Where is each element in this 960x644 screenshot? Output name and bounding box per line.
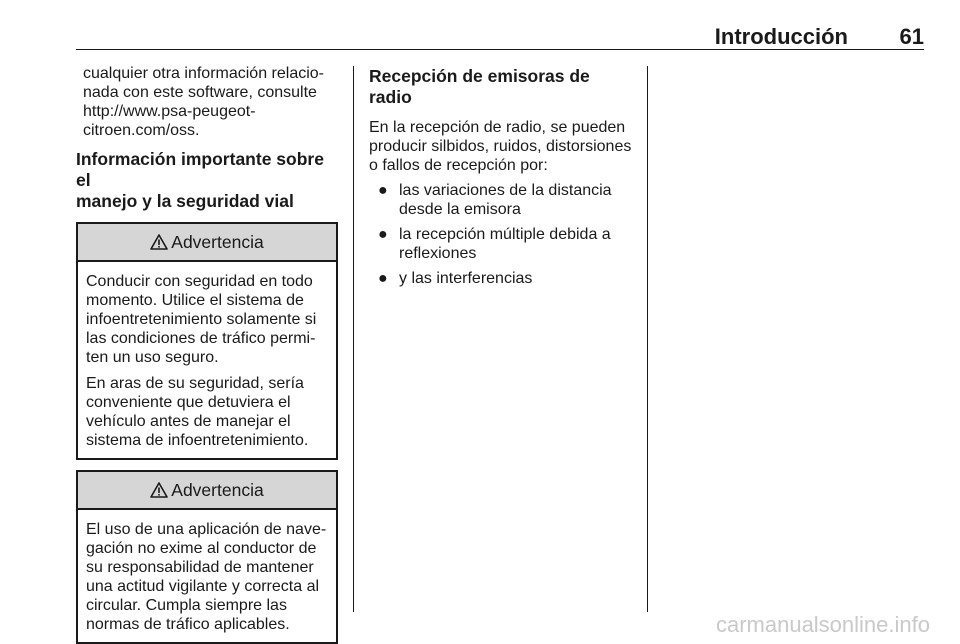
column-divider-right xyxy=(647,66,648,612)
bullet-list xyxy=(369,181,637,288)
page-number: 61 xyxy=(899,24,924,49)
list-item xyxy=(369,225,637,263)
left-column xyxy=(76,64,338,644)
warning-header xyxy=(78,224,336,262)
warning-paragraph: El uso de una aplicación de nave- gación no exime al conductor de su responsabilidad de mantener una actitud vigilante y correcta al circular. Cumpla siempre las normas de tráfico aplicables. xyxy=(86,521,327,633)
warning-title: Advertencia xyxy=(171,231,264,252)
warning-body xyxy=(78,510,336,642)
bullet-text: y las interferencias xyxy=(399,270,533,287)
warning-paragraph: Conducir con seguridad en todo momento. Utilice el sistema de infoentretenimiento solamente si las condiciones de tráfico permi- ten un uso seguro. xyxy=(86,273,317,366)
warning-paragraph: En aras de su seguridad, sería conveniente que detuviera el vehículo antes de manejar el sistema de infoentretenimiento. xyxy=(86,375,309,449)
section-heading-safety: Información importante sobre el manejo y la seguridad vial xyxy=(76,149,324,211)
warning-triangle-icon xyxy=(150,482,168,498)
column-divider-left xyxy=(353,66,354,612)
middle-column xyxy=(369,64,637,288)
bullet-icon: ● xyxy=(378,182,388,199)
intro-paragraph: cualquier otra información relacio- nada con este software, consulte http://www.psa-peugeot- citroen.com/oss. xyxy=(83,65,324,139)
bullet-text: la recepción múltiple debida a reflexiones xyxy=(399,226,611,262)
warning-header xyxy=(78,472,336,510)
watermark: carmanualsonline.info xyxy=(715,612,930,637)
list-item xyxy=(369,269,637,288)
warning-body xyxy=(78,262,336,458)
header-divider xyxy=(76,49,924,50)
page-title: Introducción xyxy=(714,24,848,49)
radio-paragraph: En la recepción de radio, se pueden producir silbidos, ruidos, distorsiones o fallos de recepción por: xyxy=(369,119,632,174)
warning-box xyxy=(76,222,338,460)
warning-triangle-icon xyxy=(150,234,168,250)
warning-title: Advertencia xyxy=(171,479,264,500)
section-heading-radio: Recepción de emisoras de radio xyxy=(369,66,590,107)
warning-box xyxy=(76,470,338,644)
bullet-text: las variaciones de la distancia desde la emisora xyxy=(399,182,612,218)
bullet-icon: ● xyxy=(378,226,388,243)
list-item xyxy=(369,181,637,219)
bullet-icon: ● xyxy=(378,270,388,287)
